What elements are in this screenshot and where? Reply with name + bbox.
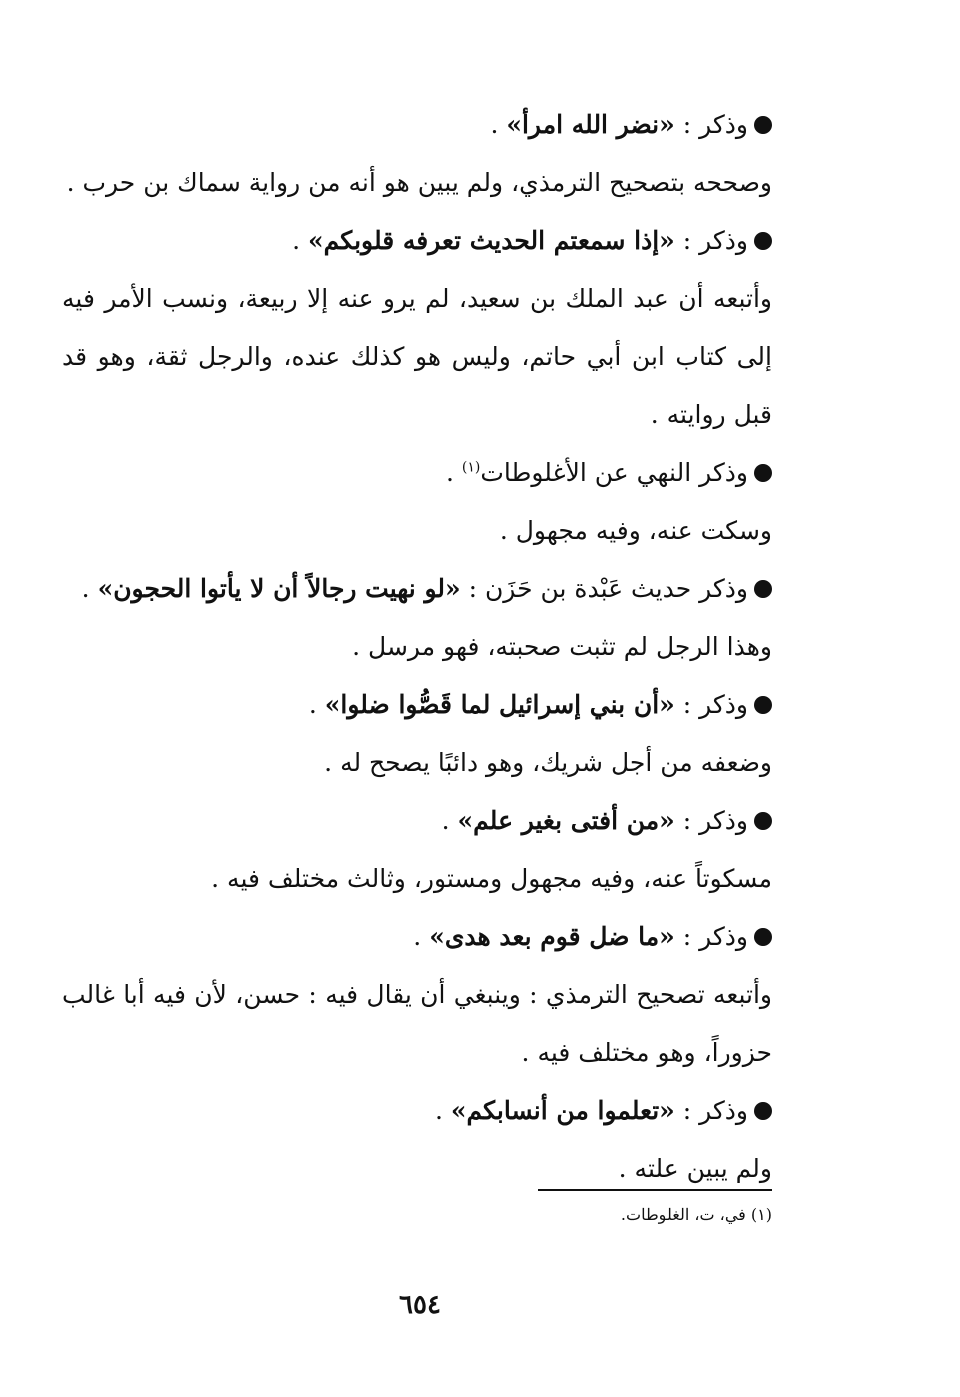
entry-lead: وذكر : [674, 690, 748, 719]
bullet-dot-icon [754, 696, 772, 714]
entry-tail: . [308, 690, 325, 719]
entry-lead: وذكر : [674, 1096, 748, 1125]
entry-lead: وذكر حديث عَبْدة بن حَزَن : [460, 574, 748, 603]
bullet-entry [62, 676, 772, 734]
hadith-quote: «إذا سمعتم الحديث تعرفه قلوبكم» [308, 226, 675, 255]
bullet-dot-icon [754, 812, 772, 830]
entry-lead: وذكر : [674, 110, 748, 139]
hadith-quote: «لو نهيت رجالاً أن لا يأتوا الحجون» [97, 574, 461, 603]
bullet-dot-icon [754, 464, 772, 482]
bullet-entry [62, 908, 772, 966]
commentary-paragraph: ولم يبين علته . [618, 1154, 772, 1183]
hadith-quote: «ما ضل قوم بعد هدى» [429, 922, 675, 951]
hadith-quote: «تعلموا من أنسابكم» [450, 1096, 675, 1125]
bullet-entry [62, 444, 772, 502]
entry-tail: . [445, 458, 462, 487]
entry-tail: . [441, 806, 458, 835]
page-number: ٦٥٤ [399, 1290, 441, 1320]
entry-tail: . [292, 226, 308, 255]
bullet-dot-icon [754, 116, 772, 134]
commentary-paragraph: وضعفه من أجل شريك، وهو دائبًا يصحح له . [324, 748, 772, 777]
entry-tail: . [434, 1096, 451, 1125]
bullet-entry [62, 560, 772, 618]
bullet-dot-icon [754, 232, 772, 250]
commentary-paragraph: وصححه بتصحيح الترمذي، ولم يبين هو أنه من رواية سماك بن حرب . [66, 168, 772, 197]
entry-tail: . [81, 574, 98, 603]
entry-tail: . [413, 922, 430, 951]
bullet-entry [62, 96, 772, 154]
commentary-paragraph: وسكت عنه، وفيه مجهول . [499, 516, 772, 545]
bullet-dot-icon [754, 928, 772, 946]
hadith-quote: «من أفتى بغير علم» [457, 806, 675, 835]
commentary-paragraph: وهذا الرجل لم تثبت صحبته، فهو مرسل . [352, 632, 772, 661]
bullet-dot-icon [754, 1102, 772, 1120]
bullet-dot-icon [754, 580, 772, 598]
bullet-entry [62, 212, 772, 270]
main-text [62, 96, 772, 1198]
footnote: (١) في، ت، الغلوطات. [620, 1205, 772, 1224]
commentary-paragraph: مسكوتاً عنه، وفيه مجهول ومستور، وثالث مختلف فيه . [211, 864, 772, 893]
commentary-paragraph: وأتبعه تصحيح الترمذي : وينبغي أن يقال فيه : حسن، لأن فيه أبا غالب حزوراً، وهو مختلف فيه . [62, 980, 772, 1067]
bullet-entry [62, 792, 772, 850]
commentary-paragraph: وأتبعه أن عبد الملك بن سعيد، لم يرو عنه إلا ربيعة، ونسب الأمر فيه إلى كتاب ابن أبي حاتم، وليس هو كذلك عنده، والرجل ثقة، وهو قد قبل روايته . [62, 284, 772, 429]
entry-tail: . [490, 110, 507, 139]
entry-lead: وذكر : [674, 922, 748, 951]
hadith-quote: «نضر الله امرأ» [506, 110, 675, 139]
footnote-reference: (١) [461, 459, 481, 476]
footnote-divider [538, 1189, 772, 1191]
hadith-quote: «أن بني إسرائيل لما قَصُّوا ضلوا» [324, 690, 675, 719]
entry-lead: وذكر النهي عن الأغلوطات [480, 458, 748, 487]
entry-lead: وذكر : [674, 806, 748, 835]
entry-lead: وذكر : [674, 226, 748, 255]
bullet-entry [62, 1082, 772, 1140]
